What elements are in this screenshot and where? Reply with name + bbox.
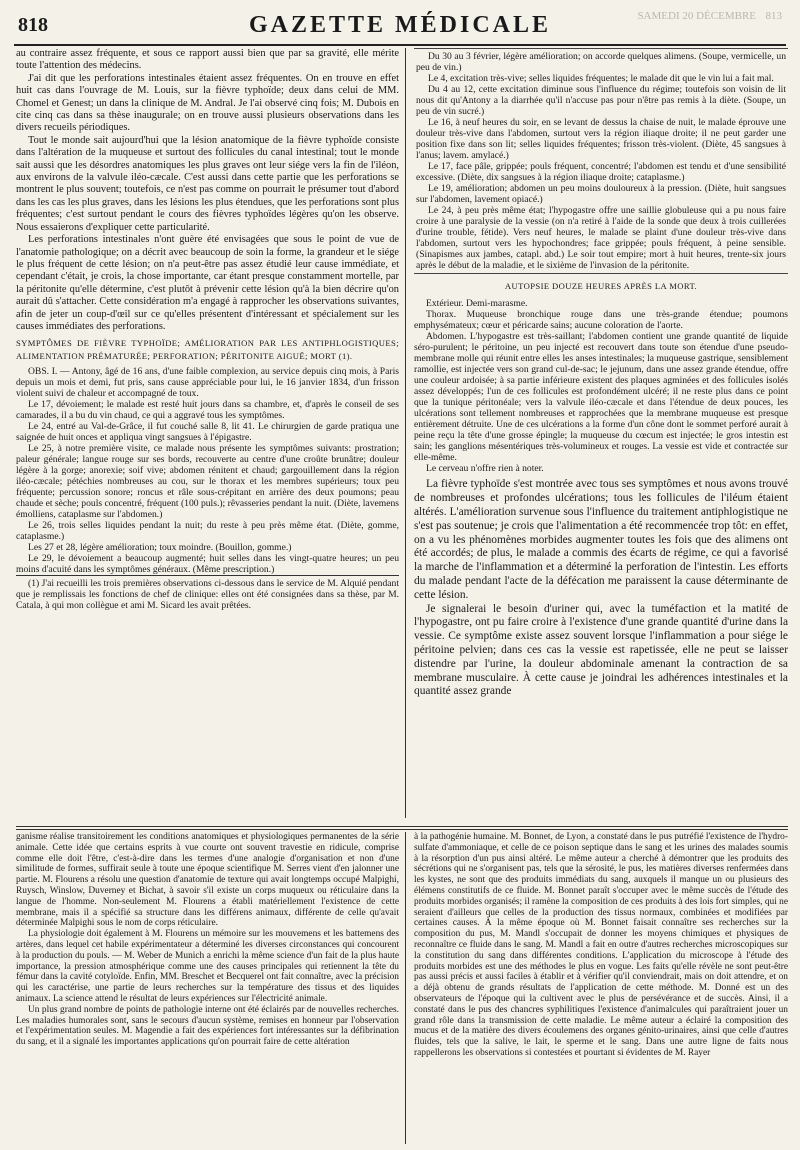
feuilleton-paragraph: Un plus grand nombre de points de pathologie interne ont été éclairés par de nouvelles recherches. Les maladies humorales sont, sans le secours d'aucun système, remises en honneur par l'observation et l'expérimentation seules. M. Magendie a fait des expériences fort intéressantes sur la défibrination du sang, et il a signalé les importantes applications qu'on pourrait faire de cette altération	[16, 1004, 399, 1048]
column-divider-bottom	[405, 832, 406, 1144]
case-paragraph: Le 4, excitation très-vive; selles liquides fréquentes; le malade dit que le vin lui a fait mal.	[428, 73, 774, 84]
paragraph: au contraire assez fréquente, et sous ce rapport aussi bien que par sa gravité, elle mérite toute l'attention des médecins.	[16, 48, 399, 72]
journal-title: GAZETTE MÉDICALE	[248, 12, 552, 38]
case-paragraph: Le 16, à neuf heures du soir, en se levant de dessus la chaise de nuit, le malade éprouve une douleur très-vive dans l'abdomen, surtout vers la région iliaque droite; il ne peut garder une position fixe dans son lit; selles liquides fréquentes; frisson très-violent. (Diète, 45 sangsues à l'anus; lavem. amylacé.)	[416, 117, 786, 161]
discussion-paragraph: Je signalerai le besoin d'uriner qui, avec la tuméfaction et la matité de l'hypogastre, ont pu faire croire à l'existence d'une grande quantité d'urine dans la vessie. Ce symptôme existe assez souvent lorsque l'inflammation a pour siége le péritoine pelvien; dans ces cas la vessie est rapetissée, elle ne peut se laisser distendre par l'urine, la douleur abdominale amenant la contraction de sa membrane musculaire. À cette cause je joindrai les adhérences intestinales et la quantité assez grande	[414, 602, 788, 698]
right-column	[414, 48, 788, 823]
page-header	[14, 8, 786, 46]
discussion	[414, 478, 788, 699]
autopsy-paragraph: Thorax. Muqueuse bronchique rouge dans une très-grande étendue; poumons emphysémateux; cœur et péricarde sains; aucune coloration de l'aorte.	[414, 309, 788, 332]
bleed-through-number: 813	[765, 10, 782, 22]
case-report	[16, 366, 399, 575]
autopsy-paragraph: Extérieur. Demi-marasme.	[426, 298, 528, 310]
case-paragraph: Le 26, trois selles liquides pendant la nuit; du reste à peu près même état. (Diète, gomme, cataplasme.)	[16, 520, 399, 543]
paragraph: J'ai dit que les perforations intestinales étaient assez fréquentes. On en trouve en effet huit cas dans l'ouvrage de M. Louis, sur la fièvre typhoïde; deux dans celui de MM. Chomel et Genest; un dans la clinique de M. Andral. Je l'ai observé cinq fois; M. Dubois en cite cinq cas dans sa thèse inaugurale; on en trouve aussi plusieurs observations dans les divers recueils périodiques.	[16, 72, 399, 134]
case-paragraph: Le 17, face pâle, grippée; pouls fréquent, concentré; l'abdomen est tendu et d'une sensibilité excessive. (Diète, dix sangsues à la région iliaque droite; cataplasme.)	[416, 161, 786, 183]
discussion-paragraph: La fièvre typhoïde s'est montrée avec tous ses symptômes et nous avons trouvé de nombreuses et profondes ulcérations; tous les follicules de l'iléum étaient altérés. L'amélioration survenue sous l'influence du traitement antiphlogistique ne s'est pas soutenue; je crois que l'alimentation a été recommencée trop tôt: en effet, on a vu les phénomènes morbides augmenter toutes les fois que des alimens ont été accordés; de plus, le malade a commis des écarts de régime, ce qui a favorisé la marche de l'inflammation et a déterminé la perforation de l'intestin. Les efforts du malade pendant l'acte de la défécation me paraissent la cause déterminante de cette lésion.	[414, 478, 788, 601]
feuilleton-paragraph: à la pathogénie humaine. M. Bonnet, de Lyon, a constaté dans le pus putréfié l'existence de l'hydro-sulfate d'ammoniaque, et celle de ce poison septique dans le sang et les urines des malades soumis à la résorption d'un pus ainsi altéré. Le même auteur a cherché à démontrer que les produits des sécrétions qui ne s'organisent pas, tels que la sérosité, le pus, les matières diverses renfermées dans les kystes, ne sont que des produits immédiats du sang, auxquels il manque un ou plusieurs des élémens constitutifs de ce fluide. M. Bonnet paraît s'occuper avec le même succès de l'étude des produits morbides organisés; il ramène la composition de ces produits à des lois fort simples, qui ne seraient d'ailleurs que celles de la production des tissus normaux, combinées et modifiées par certaines causes. À la même époque où M. Bonnet faisait connaître ses recherches sur la composition du pus, M. Mandl s'occupait de donner les moyens chimiques et physiques de reconnaître ce fluide dans le sang. M. Mandl a fait en outre d'autres recherches microscopiques sur la constitution du sang dans différentes conditions. L'application du microscope à l'étude des produits morbides est une des méthodes le plus en vogue. Les faits qu'elle révèle ne sont peut-être pas aussi précis et aussi faciles à établir et à vérifier qu'il conviendrait, mais on doit attendre, et on a déjà obtenu de grands résultats de l'application de cette méthode. M. Donné est un des observateurs de l'époque qui la cultivent avec le plus de persévérance et de succès. Ainsi, il a constaté dans le pus des chancres syphilitiques l'existence d'animalcules qui paraîtraient jouer un grand rôle dans la transmission de cette maladie. Le même auteur a éclairé la composition des mucus et de la matière des divers écoulemens des organes génito-urinaires, ainsi que celle d'autres fluides, tels que la salive, le lait, le sperme et le sang. Dans une autre ligne de faits nous rappellerons les observations si contestées et pourtant si évidentes de M. Rayer	[414, 832, 788, 1058]
autopsy-report	[414, 298, 788, 474]
autopsy-paragraph: Le cerveau n'offre rien à noter.	[426, 463, 544, 475]
autopsy-paragraph: Abdomen. L'hypogastre est très-saillant; l'abdomen contient une grande quantité de liquide séro-purulent; le péritoine, un peu injecté est recouvert dans toute son étendue d'une pseudo-membrane molle qui réunit entre elles les anses intestinales; la muqueuse gastrique, sensiblement ramollie, est injectée vers son grand cul-de-sac; le jejunum, dans une assez grande étendue, offre une couleur ardoisée; à sa partie inférieure existent des plaques agminées et des follicules isolés assez développés; l'un de ces follicules est profondément ulcéré; il ne reste plus dans ce point que la tunique péritonéale; vers la valvule iléo-cæcale et dans l'étendue de deux pouces, les ulcérations sont tellement nombreuses et rapprochées que la membrane muqueuse est presque entièrement détruite. Une de ces ulcérations a la forme d'un cône dont le sommet perforé aurait à peine reçu la tête d'une grosse épingle; la muqueuse du cœcum est injectée; le gros intestin est sain; les ganglions mésentériques très-volumineux et rouges. La vessie est vide et contractée sur elle-même.	[414, 331, 788, 464]
column-divider	[405, 48, 406, 818]
bleed-through-date: SAMEDI 20 DÉCEMBRE	[637, 10, 756, 22]
case-paragraph: Le 25, à notre première visite, ce malade nous présente les symptômes suivants: prostration; paleur générale; langue rouge sur ses bords, recouverte au centre d'une croûte brunâtre; douleur légère à la gorge; anorexie; soif vive; abdomen rénitent et chaud; gargouillement dans la région iléo-cæcale; pétéchies nombreuses au cou, sur le thorax et les membres supérieurs; toux peu fréquente; percussion sonore; roncus et râle sous-crépitant en arrière des deux poumons; peau chaude et sèche; pouls concentré, fréquent (100 puls.); rêvasseries pendant la nuit. (Diète, lavemens émolliens, cataplasme sur l'abdomen.)	[16, 443, 399, 521]
case-paragraph: Du 4 au 12, cette excitation diminue sous l'influence du régime; toutefois son voisin de lit nous dit qu'Antony a la diarrhée qu'il n'accuse pas pour n'être pas remis à la diète. (Soupe, un peu de vin sucré.)	[416, 84, 786, 117]
feuilleton-right	[414, 832, 788, 1144]
page-number: 818	[18, 14, 48, 36]
case-paragraph: Le 29, le dévoiement a beaucoup augmenté; huit selles dans les vingt-quatre heures; un peu moins d'acuité dans les symptômes généraux. (Même prescription.)	[16, 553, 399, 576]
feuilleton-paragraph: ganisme réalise transitoirement les conditions anatomiques et physiologiques permanentes de la série animale. Cette idée que certains esprits à vue courte ont souvent travestie en ridicule, comprise comme elle doit l'être, c'est-à-dire dans les termes d'une analogie d'organisation et non d'une similitude de formes, suffirait seule à toute une époque scientifique M. Serres vient d'en jalonner une partie. M. Flourens a résolu une question d'anatomie de texture qui avait longtemps occupé Malpighi, Ruysch, Winslow, Duverney et Bichat, à savoir s'il existe un corps muqueux ou réticulaire dans la langue de l'homme. Non-seulement M. Flourens a établi matériellement l'existence de cette membrane, mais il a spécifié sa structure dans les différens animaux, différente de celle qu'avait déterminée Malpighi sous le nom de corps réticulaire.	[16, 832, 399, 929]
autopsy-heading: AUTOPSIE DOUZE HEURES APRÈS LA MORT.	[504, 281, 698, 291]
case-paragraph: Le 19, amélioration; abdomen un peu moins douloureux à la pression. (Diète, huit sangsues sur l'abdomen, lavement opiacé.)	[416, 183, 786, 205]
case-paragraph: Le 24, à peu près même état; l'hypogastre offre une saillie globuleuse qui a pu nous faire croire à une paralysie de la vessie (on n'a retiré à l'aide de la sonde que deux à trois cuillerées d'urine trouble, fétide). Vers neuf heures, le malade se plaint d'une douleur très-vive dans l'abdomen, surtout vers les hypochondres; face grippée; pouls fréquent, à peine sensible. (Sinapismes aux jambes, catapl. abd.) Le soir tout empire; mort à huit heures, trente-six jours après le début de la maladie, et le sixième de l'invasion de la péritonite.	[416, 205, 786, 271]
paragraph: Les perforations intestinales n'ont guère été envisagées que sous le point de vue de l'anatomie pathologique; on a décrit avec beaucoup de soin la forme, la grandeur et le siége le plus fréquent de cette lésion; on n'a peut-être pas assez étudié leur cause immédiate, et cependant c'était, je crois, la chose importante, car étant presque constamment mortelle, par la péritonite qu'elle détermine, c'est plutôt à prévenir cette lésion qu'à la bien décrire qu'on aurait dû s'attacher. Cette considération m'a engagé à rapprocher les observations suivantes, afin de jeter un coup-d'œil sur ce qu'elles présentent d'intéressant et spécialement sur les causes immédiates des perforations.	[16, 234, 399, 332]
case-heading: SYMPTÔMES DE FIÈVRE TYPHOÏDE; AMÉLIORATION PAR LES ANTIPHLOGISTIQUES; ALIMENTATION PRÉMATURÉE; PERFORATION; PÉRITONITE AIGUË; MORT (1).	[16, 338, 399, 361]
footnote: (1) J'ai recueilli les trois premières observations ci-dessous dans le service de M. Alquié pendant que je remplissais les fonctions de chef de clinique: elles ont été consignées dans sa thèse, par M. Catala, à qui mon collègue et ami M. Sicard les avait prêtées.	[16, 575, 399, 611]
feuilleton-left	[16, 832, 399, 1144]
case-continuation	[414, 48, 788, 274]
case-paragraph: Le 24, entré au Val-de-Grâce, il fut couché salle 8, lit 41. Le chirurgien de garde pratiqua une saignée de huit onces et appliqua vingt sangsues à l'épigastre.	[16, 421, 399, 444]
case-paragraph: Du 30 au 3 février, légère amélioration; on accorde quelques alimens. (Soupe, vermicelle, un peu de vin.)	[416, 51, 786, 73]
section-divider	[16, 826, 788, 827]
case-paragraph: Les 27 et 28, légère amélioration; toux moindre. (Bouillon, gomme.)	[28, 542, 292, 554]
case-paragraph: Le 17, dévoiement; le malade est resté huit jours dans sa chambre, et, d'après le conseil de ses camarades, il a bu du vin chaud, ce qui a aggravé tous les symptômes.	[16, 399, 399, 422]
feuilleton-paragraph: La physiologie doit également à M. Flourens un mémoire sur les mouvemens et les battemens des artères, dans lequel cet habile expérimentateur a déterminé les diverses circonstances qui concourent à la production du pouls. — M. Weber de Munich a enrichi la même science d'un fait de la plus haute importance, la pression atmosphérique comme une des causes principales qui retiennent la tête du fémur dans la cavité cotyloïde. Enfin, MM. Breschet et Becquerel ont fait connaître, avec la précision qui les caractérise, une partie de leurs recherches sur la température des tissus et des liquides animaux. La science attend le résultat de leurs expériences sur l'électricité animale.	[16, 929, 399, 1004]
case-paragraph: OBS. I. — Antony, âgé de 16 ans, d'une faible complexion, au service depuis cinq mois, à Paris depuis un mois et demi, fut pris, sans cause appréciable pour lui, le 16 janvier 1834, d'un frisson violent suivi de chaleur et accompagné de toux.	[16, 366, 399, 400]
section-divider-double	[16, 829, 788, 830]
left-column	[16, 48, 399, 818]
paragraph: Tout le monde sait aujourd'hui que la lésion anatomique de la fièvre typhoïde consiste dans l'altération de la muqueuse et surtout des follicules du canal intestinal; tout le monde sait aussi que les désordres anatomiques les plus graves ont leur siége vers la fin de l'iléon, aux environs de la valvule iléo-cæcale. C'est aussi dans cette partie que les perforations se montrent le plus souvent; toutefois, ce n'est pas comme on pourrait le présumer tout d'abord dans les cas les plus graves, dans les lésions les plus étendues, que les perforations sont plus fréquentes; c'est surtout pendant le cours des fièvres typhoïdes légères qu'on les observe. Nous essaierons d'expliquer cette particularité.	[16, 134, 399, 233]
